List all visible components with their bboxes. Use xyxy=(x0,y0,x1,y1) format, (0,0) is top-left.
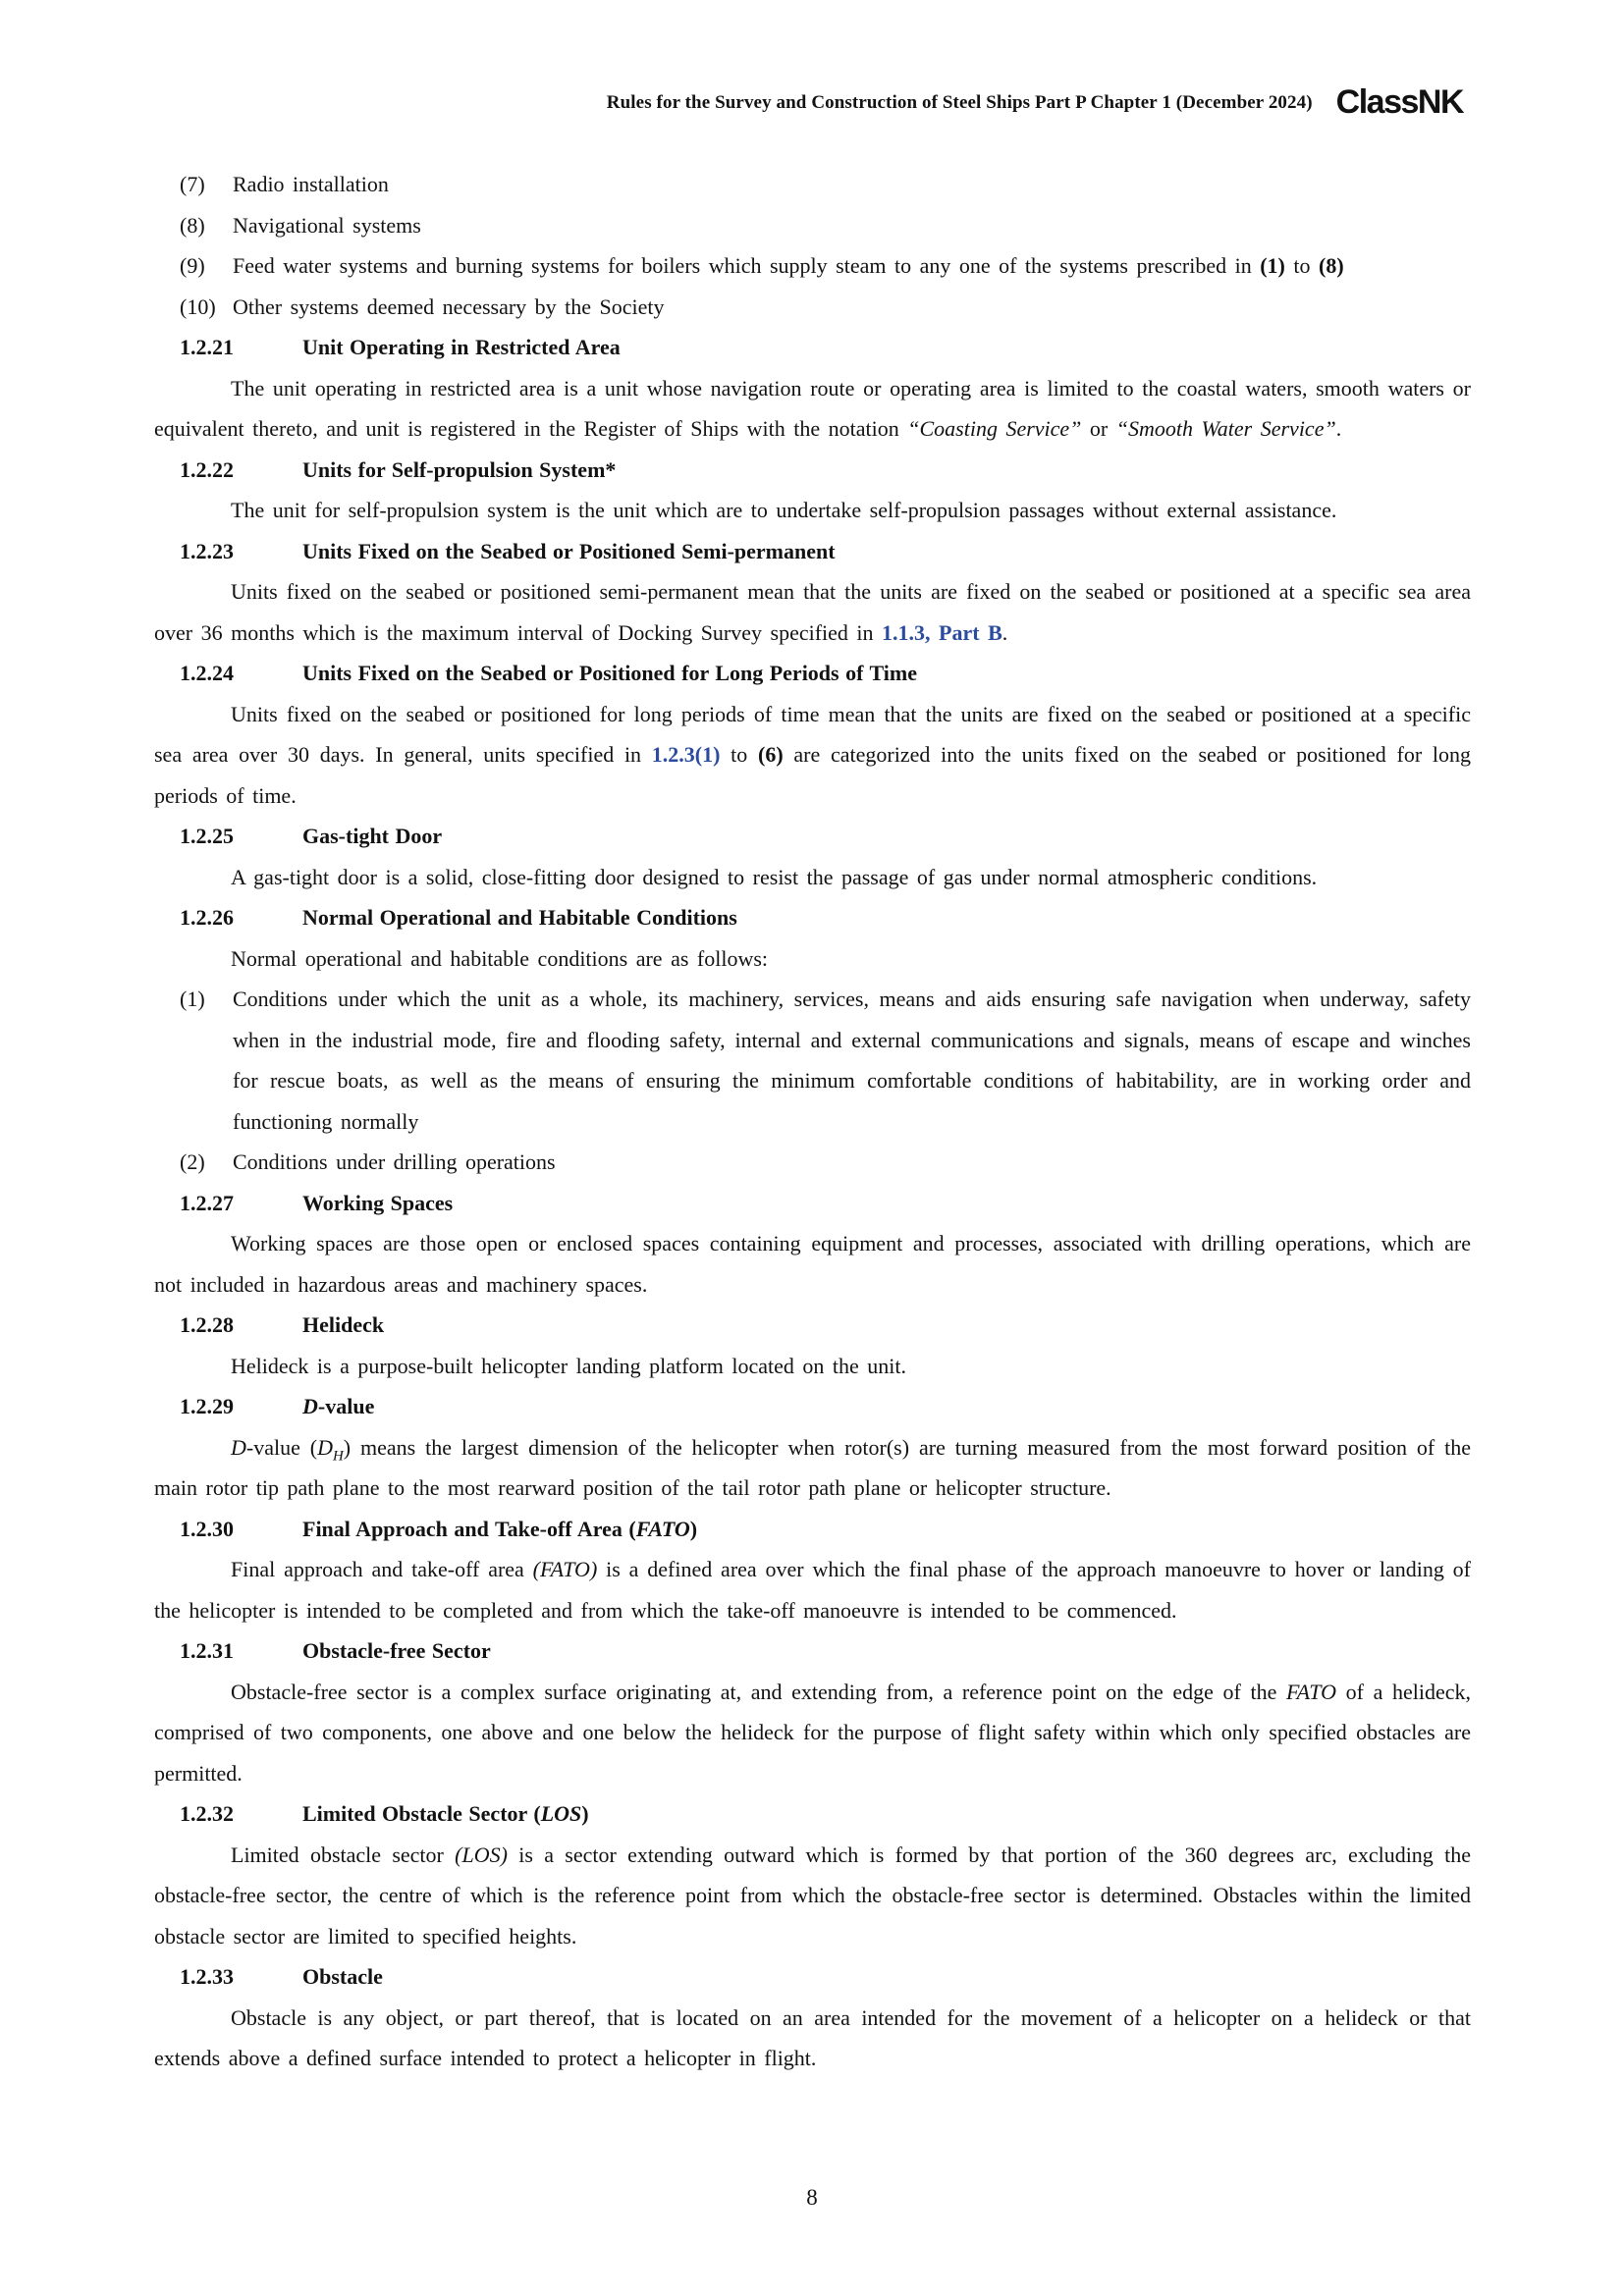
section-heading xyxy=(154,1956,1471,1998)
list-item xyxy=(154,164,1471,205)
text-segment: Working Spaces xyxy=(302,1190,454,1215)
paragraph xyxy=(154,1427,1471,1509)
text-segment: Navigational systems xyxy=(233,212,421,238)
section-number: 1.2.24 xyxy=(180,661,234,685)
text-segment: Limited obstacle sector xyxy=(231,1842,456,1867)
text-segment: Conditions under which the unit as a whole, its machinery, services, means and aids ensuring safe navigation when underway, safety when in the industrial mode, fire and flooding safety, internal and external communications and signals, means of escape and winches for rescue boats, as well as the means of ensuring the minimum comfortable conditions of habitability, are in working order and functioning normally xyxy=(233,987,1471,1134)
paragraph xyxy=(154,1346,1471,1387)
paragraph xyxy=(154,938,1471,980)
item-number: (9) xyxy=(180,253,205,278)
paragraph xyxy=(154,694,1471,817)
text-segment: -value xyxy=(317,1394,375,1418)
section-number: 1.2.23 xyxy=(180,538,234,563)
paragraph xyxy=(154,571,1471,653)
section-heading xyxy=(154,1509,1471,1550)
section-heading xyxy=(154,1630,1471,1672)
list-item xyxy=(154,287,1471,328)
text-segment: Conditions under drilling operations xyxy=(233,1149,556,1174)
text-segment: Final approach and take-off area xyxy=(231,1557,533,1581)
text-segment: Other systems deemed necessary by the Society xyxy=(233,294,665,319)
page-header xyxy=(606,79,1463,121)
text-segment: Radio installation xyxy=(233,172,389,196)
text-segment: -value ( xyxy=(245,1434,318,1460)
classnk-logo: ClassNK xyxy=(1335,83,1463,121)
list-item xyxy=(154,1142,1471,1183)
text-segment: H xyxy=(332,1447,344,1464)
section-number: 1.2.26 xyxy=(180,905,234,930)
section-heading xyxy=(154,1793,1471,1835)
text-segment: to xyxy=(720,742,759,767)
text-segment: LOS xyxy=(540,1801,582,1826)
paragraph xyxy=(154,490,1471,531)
text-segment: Units Fixed on the Seabed or Positioned Semi-permanent xyxy=(302,538,836,563)
section-heading xyxy=(154,653,1471,694)
text-segment: ) xyxy=(689,1516,698,1541)
text-segment: Obstacle-free Sector xyxy=(302,1638,491,1663)
text-segment: (8) xyxy=(1319,253,1344,278)
item-number: (10) xyxy=(180,294,216,319)
section-heading xyxy=(154,327,1471,368)
section-heading xyxy=(154,531,1471,572)
section-number: 1.2.27 xyxy=(180,1190,234,1215)
text-segment: FATO xyxy=(1286,1679,1336,1704)
section-heading xyxy=(154,1183,1471,1224)
section-number: 1.2.31 xyxy=(180,1638,234,1663)
section-number: 1.2.22 xyxy=(180,456,234,482)
header-title: Rules for the Survey and Construction of Steel Ships Part P Chapter 1 (December 2024) xyxy=(606,92,1313,113)
text-segment: Obstacle is any object, or part thereof, that is located on an area intended for the movement of a helicopter on a helideck or that extends above a defined surface intended to protect a helicopter in flight. xyxy=(154,2004,1471,2070)
section-number: 1.2.25 xyxy=(180,824,234,848)
section-heading xyxy=(154,816,1471,857)
section-number: 1.2.32 xyxy=(180,1801,234,1826)
text-segment: A gas-tight door is a solid, close-fitting door designed to resist the passage of gas under normal atmospheric conditions. xyxy=(231,864,1318,889)
text-segment: FATO xyxy=(635,1516,690,1541)
list-item xyxy=(154,245,1471,287)
text-segment: Obstacle-free sector is a complex surface originating at, and extending from, a reference point on the edge of the xyxy=(231,1679,1287,1704)
section-heading xyxy=(154,1305,1471,1346)
text-segment: of a helideck, comprised of two components, one above and one below the helideck for the purpose of flight safety within which only specified obstacles are permitted. xyxy=(154,1679,1472,1786)
section-heading xyxy=(154,897,1471,938)
paragraph xyxy=(154,1835,1471,1957)
text-segment: (FATO) xyxy=(532,1557,598,1581)
text-segment: Normal Operational and Habitable Conditions xyxy=(302,905,737,930)
text-segment: Obstacle xyxy=(302,1964,383,1989)
text-segment: (1) xyxy=(1260,253,1285,278)
text-segment: Units for Self-propulsion System* xyxy=(302,456,617,482)
text-segment: Limited Obstacle Sector ( xyxy=(302,1801,541,1826)
text-segment: are categorized into the units fixed on the seabed or positioned for long periods of time. xyxy=(154,742,1471,808)
paragraph xyxy=(154,368,1471,450)
text-segment: “Smooth Water Service” xyxy=(1115,416,1336,441)
text-segment: ) means the largest dimension of the helicopter when rotor(s) are turning measured from the most forward position of the main rotor tip path plane to the most rearward position of the tail rotor path plane or helicopter structure. xyxy=(154,1434,1471,1500)
item-number: (1) xyxy=(180,987,205,1011)
text-segment: Normal operational and habitable conditions are as follows: xyxy=(231,945,769,971)
text-segment: Helideck is a purpose-built helicopter landing platform located on the unit. xyxy=(231,1353,906,1378)
document-body xyxy=(154,164,1471,2079)
text-segment: or xyxy=(1081,416,1116,441)
text-segment: (6) xyxy=(758,742,784,767)
section-number: 1.2.28 xyxy=(180,1312,234,1337)
text-segment: Units fixed on the seabed or positioned for long periods of time mean that the units are fixed on the seabed or positioned at a specific sea area over 30 days. In general, units specified in xyxy=(154,701,1471,767)
paragraph xyxy=(154,1549,1471,1630)
text-segment: ) xyxy=(581,1801,589,1826)
text-segment: Working spaces are those open or enclosed spaces containing equipment and processes, associated with drilling operations, which are not included in hazardous areas and machinery spaces. xyxy=(154,1231,1471,1297)
text-segment: . xyxy=(1001,619,1008,645)
text-segment: . xyxy=(1335,416,1342,441)
text-segment: D xyxy=(317,1434,333,1460)
section-number: 1.2.33 xyxy=(180,1964,234,1989)
text-segment: Helideck xyxy=(302,1312,385,1337)
section-number: 1.2.21 xyxy=(180,335,234,359)
text-segment: The unit for self-propulsion system is the unit which are to undertake self-propulsion passages without external assistance. xyxy=(231,498,1337,522)
paragraph xyxy=(154,1672,1471,1794)
item-number: (8) xyxy=(180,212,205,238)
section-number: 1.2.30 xyxy=(180,1516,234,1541)
text-segment: is a defined area over which the final phase of the approach manoeuvre to hover or landing of the helicopter is intended to be completed and from which the take-off manoeuvre is intended to be commenced. xyxy=(154,1557,1471,1623)
text-segment: D xyxy=(231,1434,246,1460)
text-segment: is a sector extending outward which is formed by that portion of the 360 degrees arc, excluding the obstacle-free sector, the centre of which is the reference point from which the obstacle-free sector is determined. Obstacles within the limited obstacle sector are limited to specified heights. xyxy=(154,1842,1471,1949)
text-segment: Unit Operating in Restricted Area xyxy=(302,335,621,359)
text-segment: Units Fixed on the Seabed or Positioned for Long Periods of Time xyxy=(302,661,918,685)
paragraph xyxy=(154,1998,1471,2079)
item-number: (2) xyxy=(180,1149,205,1174)
text-segment: to xyxy=(1284,253,1319,278)
list-item xyxy=(154,205,1471,246)
item-number: (7) xyxy=(180,172,205,196)
page-footer xyxy=(0,2185,1624,2211)
text-segment: Feed water systems and burning systems for boilers which supply steam to any one of the systems prescribed in xyxy=(233,253,1261,278)
list-item xyxy=(154,979,1471,1142)
paragraph xyxy=(154,857,1471,898)
text-segment: Gas-tight Door xyxy=(302,824,443,848)
cross-reference-link[interactable]: 1.1.3, Part B xyxy=(882,619,1002,645)
text-segment: D xyxy=(302,1394,318,1418)
text-segment: (LOS) xyxy=(455,1842,508,1867)
section-heading xyxy=(154,1386,1471,1427)
section-heading xyxy=(154,450,1471,491)
section-number: 1.2.29 xyxy=(180,1394,234,1418)
cross-reference-link[interactable]: 1.2.3(1) xyxy=(651,742,721,767)
paragraph xyxy=(154,1223,1471,1305)
text-segment: “Coasting Service” xyxy=(907,416,1082,441)
page-number: 8 xyxy=(806,2185,818,2210)
text-segment: Units fixed on the seabed or positioned semi-permanent mean that the units are fixed on the seabed or positioned at a specific sea area over 36 months which is the maximum interval of Docking Survey specified in xyxy=(154,579,1471,645)
text-segment: The unit operating in restricted area is a unit whose navigation route or operating area is limited to the coastal waters, smooth waters or equivalent thereto, and unit is registered in the Register of Ships with the notation xyxy=(154,375,1471,441)
text-segment: Final Approach and Take-off Area ( xyxy=(302,1516,636,1541)
